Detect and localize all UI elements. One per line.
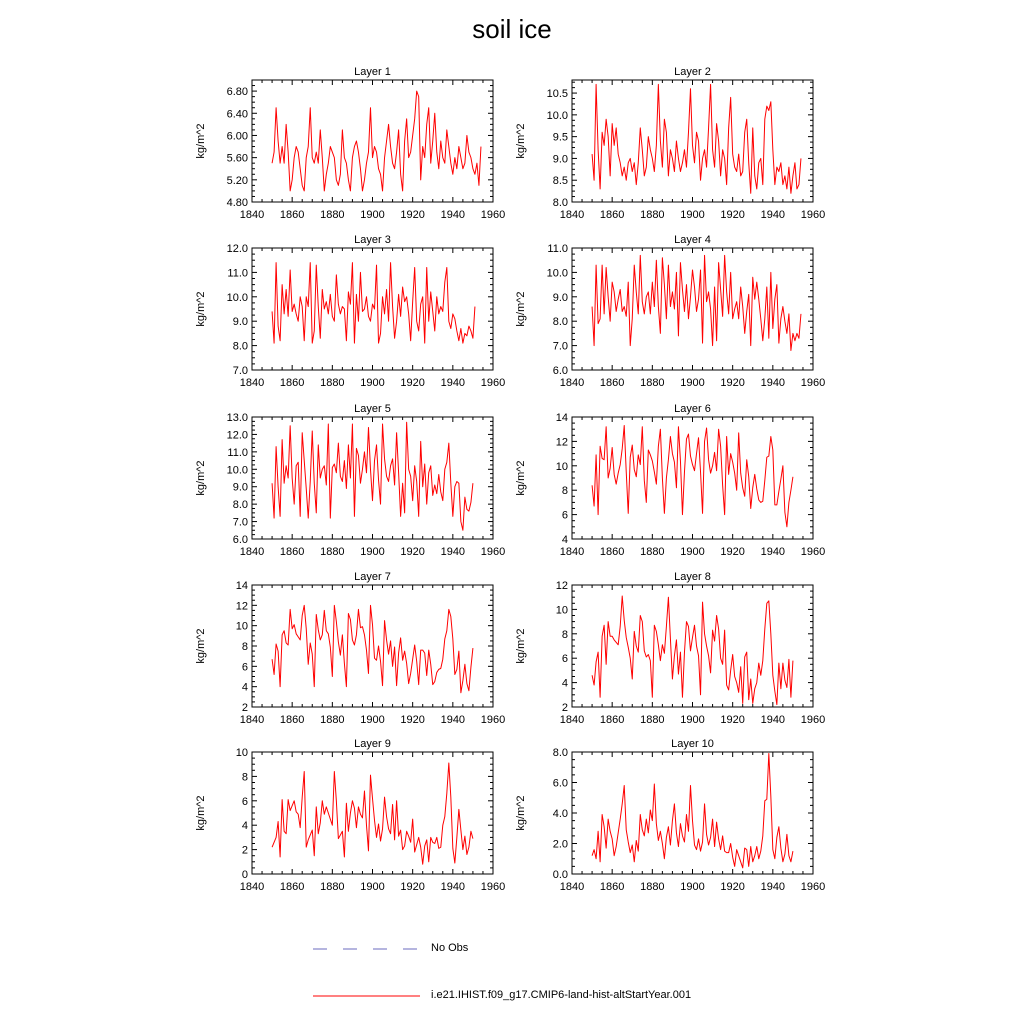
x-tick-label: 1920	[400, 881, 425, 893]
y-tick-label: 10	[555, 604, 568, 617]
x-tick-label: 1920	[720, 881, 745, 893]
x-tick-label: 1920	[720, 377, 745, 389]
x-tick-label: 1940	[760, 881, 786, 893]
panel-layer-8	[515, 571, 825, 726]
panel-title: Layer 2	[674, 66, 711, 78]
y-tick-label: 8	[561, 628, 568, 641]
x-tick-label: 1840	[559, 209, 585, 221]
y-tick-label: 10.0	[546, 109, 568, 122]
figure-title: soil ice	[472, 14, 552, 44]
y-tick-label: 14	[555, 412, 568, 424]
y-tick-label: 8.0	[552, 316, 568, 329]
series-line	[592, 596, 793, 705]
y-tick-label: 7.0	[552, 340, 568, 353]
y-tick-label: 0.0	[552, 869, 568, 881]
x-tick-label: 1900	[680, 209, 705, 221]
y-tick-label: 6	[241, 661, 248, 674]
x-tick-label: 1880	[640, 714, 665, 726]
x-tick-label: 1920	[720, 714, 745, 726]
x-tick-label: 1860	[599, 546, 625, 558]
panel-title: Layer 5	[354, 403, 391, 415]
panel-layer-3	[195, 234, 505, 389]
y-tick-label: 6.80	[226, 86, 248, 99]
legend-label-no-obs: No Obs	[431, 942, 469, 954]
y-axis-label: kg/m^2	[195, 291, 207, 327]
y-axis-label: kg/m^2	[195, 628, 207, 664]
y-tick-label: 9.0	[552, 291, 568, 304]
x-tick-label: 1880	[320, 209, 345, 221]
y-tick-label: 8	[561, 485, 568, 498]
x-tick-label: 1900	[360, 881, 385, 893]
y-tick-label: 6.0	[232, 534, 248, 546]
series-line	[592, 84, 801, 193]
y-tick-label: 9.5	[552, 131, 568, 144]
x-tick-label: 1860	[279, 714, 305, 726]
x-tick-label: 1840	[239, 546, 265, 558]
x-tick-label: 1840	[239, 881, 265, 893]
y-tick-label: 2	[241, 844, 248, 857]
y-tick-label: 6.40	[226, 108, 248, 121]
x-tick-label: 1960	[480, 714, 506, 726]
y-axis-label: kg/m^2	[195, 795, 207, 831]
y-tick-label: 10.5	[546, 88, 568, 101]
y-axis-label: kg/m^2	[515, 628, 527, 664]
x-tick-label: 1860	[599, 377, 625, 389]
x-tick-label: 1880	[320, 546, 345, 558]
y-axis-label: kg/m^2	[195, 123, 207, 159]
x-tick-label: 1840	[559, 546, 585, 558]
y-tick-label: 4.80	[226, 197, 248, 209]
y-tick-label: 10	[235, 747, 248, 759]
plot-frame	[252, 752, 493, 874]
panel-title: Layer 3	[354, 234, 391, 246]
x-tick-label: 1860	[279, 881, 305, 893]
x-tick-label: 1860	[599, 714, 625, 726]
panel-title: Layer 8	[674, 571, 711, 583]
x-tick-label: 1960	[480, 881, 506, 893]
y-tick-label: 12	[555, 580, 568, 592]
y-tick-label: 6	[241, 795, 248, 808]
x-tick-label: 1900	[680, 377, 705, 389]
y-tick-label: 8.0	[552, 197, 568, 209]
x-tick-label: 1940	[440, 881, 466, 893]
x-tick-label: 1840	[239, 209, 265, 221]
x-tick-label: 1940	[760, 209, 786, 221]
panel-layer-6	[515, 403, 825, 558]
x-tick-label: 1880	[640, 881, 665, 893]
panel-title: Layer 9	[354, 738, 391, 750]
x-tick-label: 1860	[279, 209, 305, 221]
x-tick-label: 1900	[360, 377, 385, 389]
x-tick-label: 1840	[559, 881, 585, 893]
y-axis-label: kg/m^2	[515, 291, 527, 327]
x-tick-label: 1840	[559, 714, 585, 726]
x-tick-label: 1880	[320, 377, 345, 389]
x-tick-label: 1940	[440, 714, 466, 726]
y-tick-label: 0	[241, 869, 248, 881]
x-tick-label: 1960	[800, 377, 826, 389]
y-tick-label: 6	[561, 509, 568, 522]
y-tick-label: 10.0	[226, 291, 248, 304]
x-tick-label: 1920	[400, 546, 425, 558]
y-tick-label: 6.0	[552, 365, 568, 377]
plot-frame	[252, 585, 493, 707]
y-tick-label: 4	[561, 534, 568, 546]
series-line	[592, 754, 793, 868]
y-tick-label: 6.0	[552, 777, 568, 790]
x-tick-label: 1860	[599, 209, 625, 221]
x-tick-label: 1840	[239, 377, 265, 389]
x-tick-label: 1920	[720, 209, 745, 221]
y-tick-label: 10	[235, 620, 248, 633]
y-axis-label: kg/m^2	[515, 123, 527, 159]
panel-title: Layer 1	[354, 66, 391, 78]
series-line	[592, 255, 801, 350]
x-tick-label: 1880	[640, 546, 665, 558]
x-tick-label: 1920	[400, 209, 425, 221]
x-tick-label: 1880	[640, 377, 665, 389]
y-tick-label: 8.0	[232, 340, 248, 353]
panel-title: Layer 4	[674, 234, 711, 246]
x-tick-label: 1940	[760, 714, 786, 726]
series-line	[592, 426, 793, 527]
panel-layer-9	[195, 738, 505, 893]
y-tick-label: 10	[555, 460, 568, 473]
x-tick-label: 1960	[800, 546, 826, 558]
panel-layer-1	[195, 66, 505, 221]
series-line	[272, 263, 475, 344]
y-tick-label: 8.0	[232, 499, 248, 512]
plot-frame	[572, 585, 813, 707]
x-tick-label: 1860	[279, 377, 305, 389]
x-tick-label: 1900	[360, 546, 385, 558]
series-line	[272, 422, 473, 530]
y-tick-label: 8	[241, 641, 248, 653]
y-tick-label: 9.0	[552, 153, 568, 166]
x-tick-label: 1840	[239, 714, 265, 726]
y-tick-label: 13.0	[226, 412, 248, 424]
panel-layer-10	[515, 738, 825, 893]
y-axis-label: kg/m^2	[515, 795, 527, 831]
y-tick-label: 4	[561, 677, 568, 690]
plot-frame	[252, 80, 493, 202]
panel-layer-4	[515, 234, 825, 389]
legend-label-model: i.e21.IHIST.f09_g17.CMIP6-land-hist-altStartYear.001	[431, 989, 692, 1001]
x-tick-label: 1920	[720, 546, 745, 558]
x-tick-label: 1880	[320, 714, 345, 726]
y-axis-label: kg/m^2	[515, 460, 527, 496]
series-line	[272, 605, 473, 692]
y-tick-label: 11.0	[547, 243, 568, 255]
y-tick-label: 10.0	[546, 267, 568, 280]
y-tick-label: 12.0	[226, 243, 248, 255]
panel-title: Layer 10	[671, 738, 714, 750]
panel-layer-2	[515, 66, 825, 221]
y-tick-label: 4	[241, 820, 248, 833]
x-tick-label: 1960	[800, 714, 826, 726]
panel-layer-7	[195, 571, 505, 726]
y-tick-label: 9.0	[232, 316, 248, 329]
y-tick-label: 5.60	[226, 152, 248, 165]
y-tick-label: 8.0	[552, 747, 568, 759]
y-tick-label: 12	[235, 600, 248, 613]
x-tick-label: 1840	[559, 377, 585, 389]
x-tick-label: 1920	[400, 377, 425, 389]
x-tick-label: 1880	[640, 209, 665, 221]
y-tick-label: 6.00	[226, 130, 248, 143]
x-tick-label: 1860	[279, 546, 305, 558]
y-tick-label: 4.0	[552, 808, 568, 820]
y-tick-label: 2	[241, 702, 248, 714]
y-tick-label: 11.0	[227, 446, 248, 459]
x-tick-label: 1900	[680, 881, 705, 893]
y-tick-label: 12	[555, 436, 568, 449]
y-tick-label: 4	[241, 681, 248, 694]
x-tick-label: 1940	[760, 377, 786, 389]
x-tick-label: 1940	[440, 209, 466, 221]
y-axis-label: kg/m^2	[195, 460, 207, 496]
x-tick-label: 1960	[480, 377, 506, 389]
x-tick-label: 1880	[320, 881, 345, 893]
y-tick-label: 9.0	[232, 481, 248, 494]
plot-frame	[572, 248, 813, 370]
x-tick-label: 1940	[440, 377, 466, 389]
panel-layer-5	[195, 403, 505, 558]
series-line	[272, 91, 481, 191]
y-tick-label: 2.0	[552, 838, 568, 851]
x-tick-label: 1900	[360, 209, 385, 221]
y-tick-label: 12.0	[226, 429, 248, 442]
y-tick-label: 7.0	[232, 516, 248, 529]
y-tick-label: 8.5	[552, 175, 568, 188]
y-tick-label: 5.20	[226, 174, 248, 187]
x-tick-label: 1900	[680, 714, 705, 726]
x-tick-label: 1960	[800, 209, 826, 221]
x-tick-label: 1960	[480, 209, 506, 221]
panel-title: Layer 6	[674, 403, 711, 415]
series-line	[272, 763, 473, 864]
x-tick-label: 1940	[760, 546, 786, 558]
y-tick-label: 10.0	[226, 464, 248, 477]
y-tick-label: 14	[235, 580, 248, 592]
y-tick-label: 8	[241, 771, 248, 784]
x-tick-label: 1900	[360, 714, 385, 726]
y-tick-label: 2	[561, 702, 568, 714]
x-tick-label: 1960	[480, 546, 506, 558]
x-tick-label: 1960	[800, 881, 826, 893]
x-tick-label: 1940	[440, 546, 466, 558]
y-tick-label: 11.0	[227, 267, 248, 280]
y-tick-label: 7.0	[232, 365, 248, 377]
x-tick-label: 1860	[599, 881, 625, 893]
x-tick-label: 1900	[680, 546, 705, 558]
y-tick-label: 6	[561, 653, 568, 666]
x-tick-label: 1920	[400, 714, 425, 726]
panel-title: Layer 7	[354, 571, 391, 583]
